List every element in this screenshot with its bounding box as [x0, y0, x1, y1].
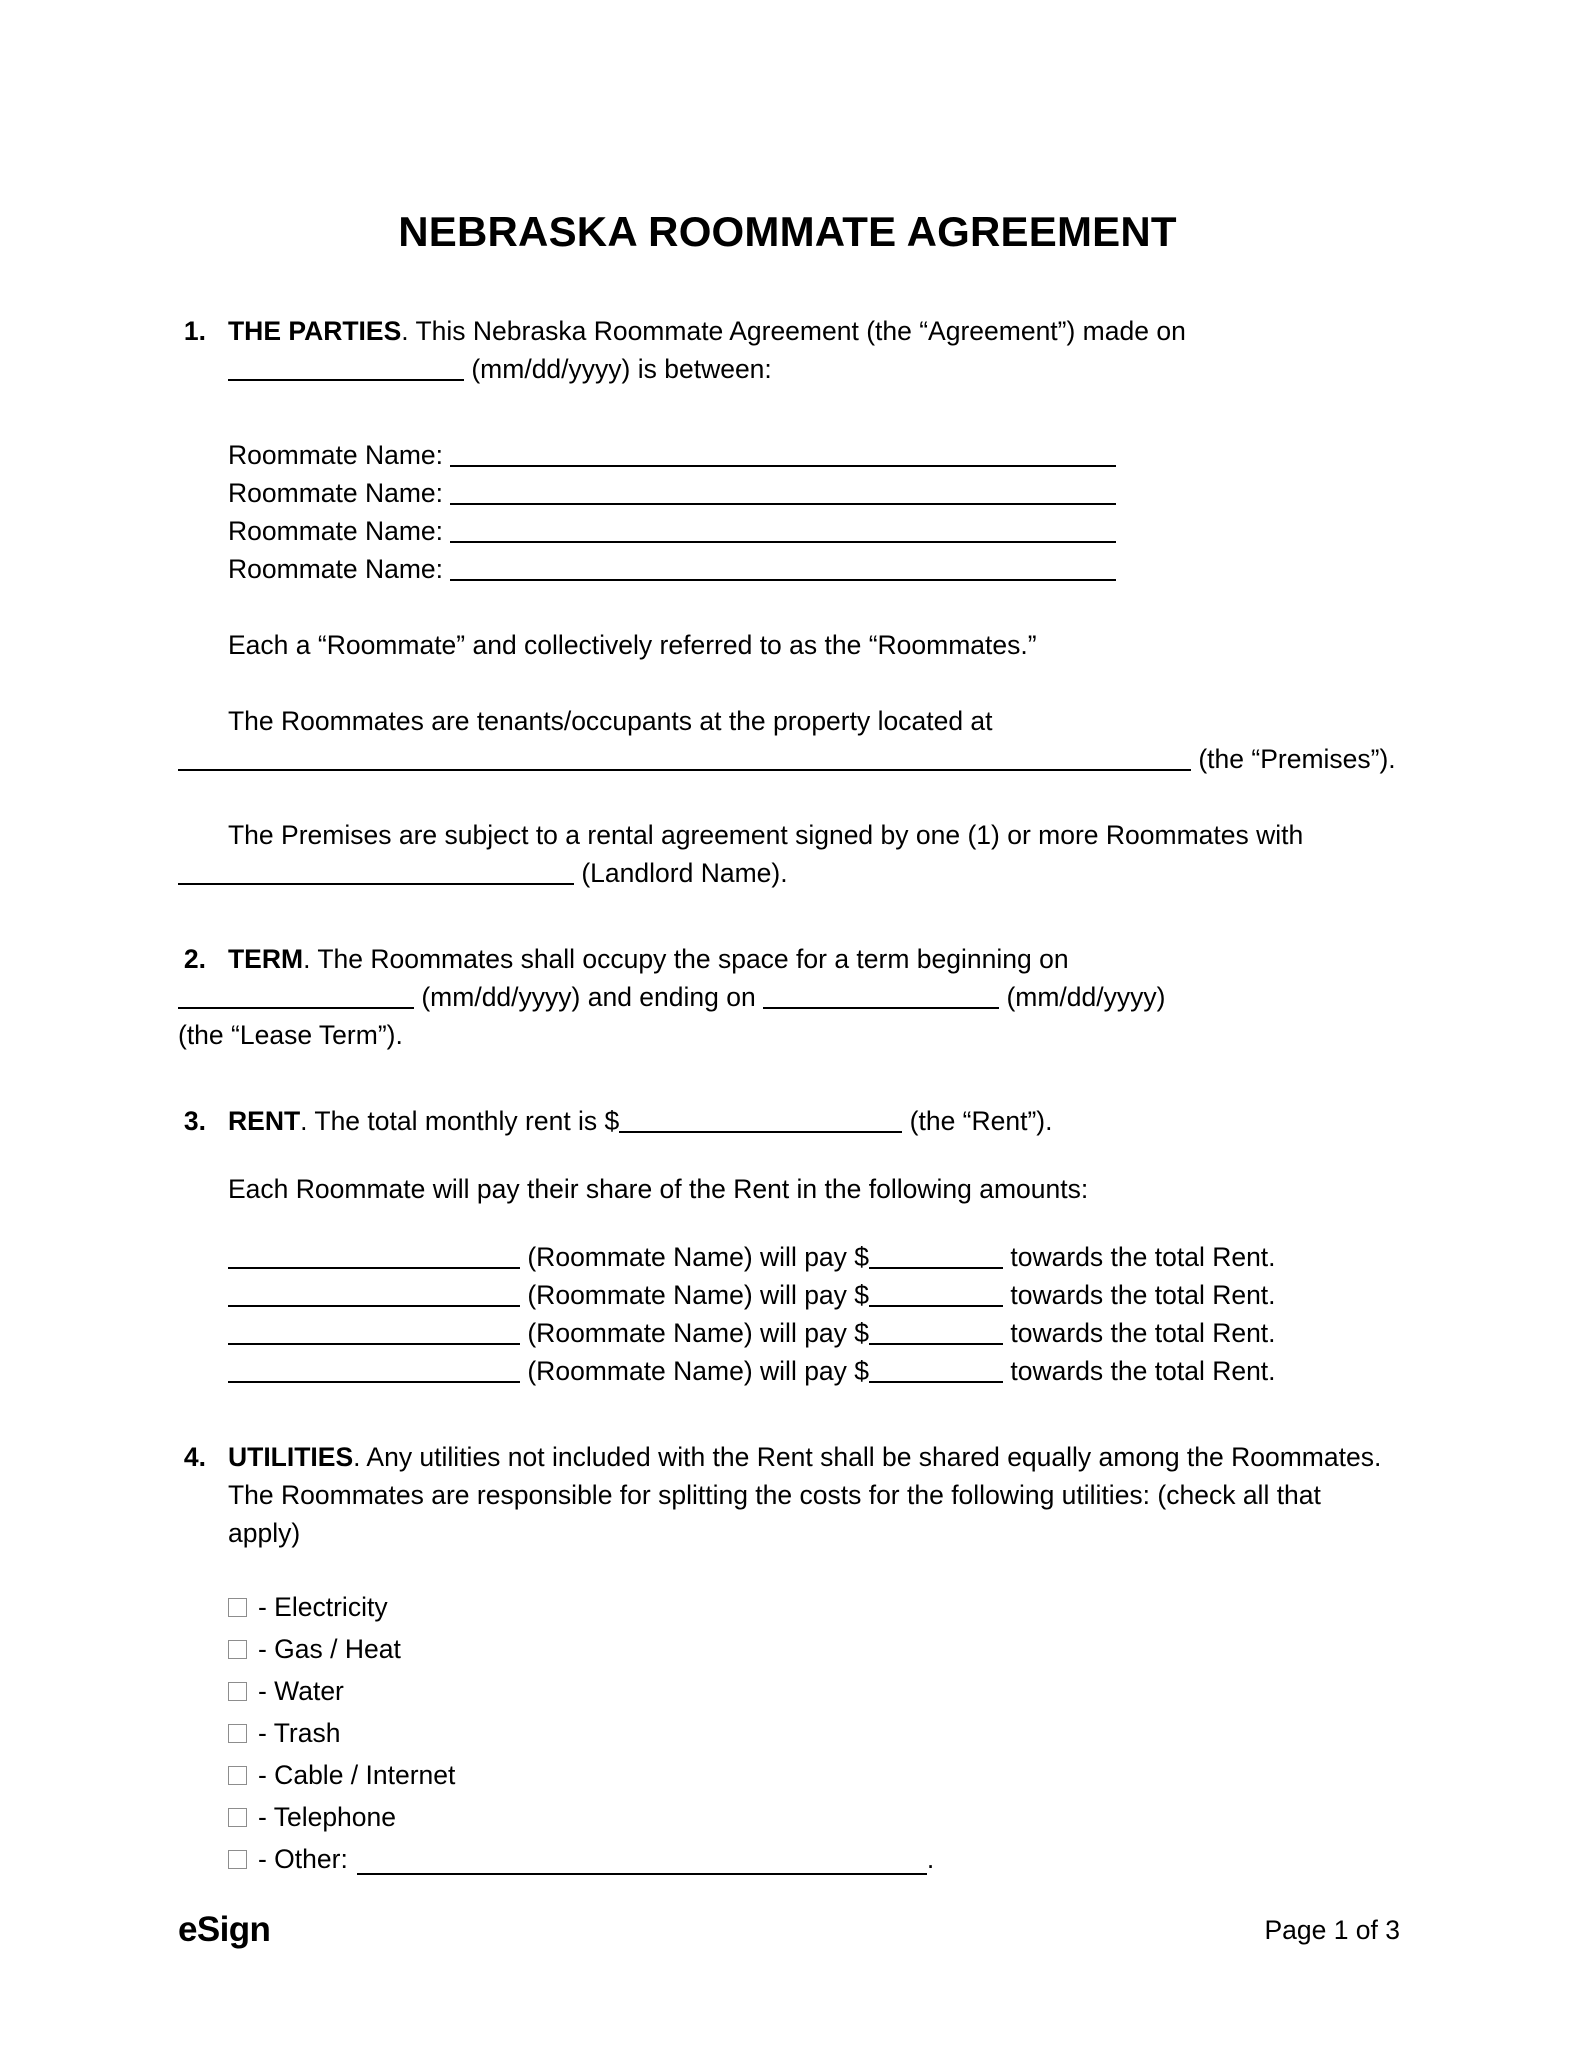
other-utility-blank[interactable] [357, 1846, 927, 1875]
rent-share-row [228, 1238, 1400, 1276]
page-footer [178, 1912, 1400, 1947]
roommate-name-label: Roommate Name: [228, 478, 444, 508]
premises-paragraph [228, 702, 1400, 740]
checkbox-icon[interactable] [228, 1598, 247, 1617]
clause-body-2 [228, 940, 1400, 978]
spacer [178, 388, 1400, 436]
roommate-name-blank-1[interactable] [450, 438, 1116, 467]
rent-share-mid-text: (Roommate Name) will pay $ [520, 1318, 870, 1348]
utility-label: - Other: [258, 1844, 348, 1874]
utility-label: - Telephone [258, 1802, 397, 1832]
rent-share-name-blank-1[interactable] [228, 1240, 520, 1269]
checkbox-icon[interactable] [228, 1850, 247, 1869]
esign-logo: eSign [178, 1910, 271, 1949]
spacer [178, 892, 1400, 940]
rental-agreement-paragraph: The Premises are subject to a rental agreement signed by one (1) or more Roommates with [228, 820, 1304, 850]
roommate-name-list [228, 436, 1400, 588]
term-intro-text: . The Roommates shall occupy the space for a term beginning on [303, 944, 1069, 974]
clause-number-4: 4. [183, 1442, 206, 1472]
clause-heading-rent: RENT [228, 1106, 301, 1136]
term-start-date-blank[interactable] [178, 980, 414, 1009]
utility-label: - Electricity [258, 1592, 388, 1622]
roommate-name-row [228, 512, 1400, 550]
total-monthly-rent-blank[interactable] [619, 1104, 902, 1133]
landlord-name-blank[interactable] [178, 856, 574, 885]
rent-share-tail-text: towards the total Rent. [1003, 1280, 1276, 1310]
utility-option-other[interactable] [228, 1838, 1400, 1880]
utility-label: - Water [258, 1676, 344, 1706]
utility-label: - Trash [258, 1718, 341, 1748]
roommate-name-row [228, 550, 1400, 588]
rent-share-mid-text: (Roommate Name) will pay $ [520, 1242, 870, 1272]
landlord-name-note: (Landlord Name). [574, 858, 788, 888]
utilities-intro-text: . Any utilities not included with the Rent shall be shared equally among the Roommates. The Roommates are responsible for splitting the costs for the following utilities: (check all that apply) [228, 1442, 1382, 1548]
premises-address-blank[interactable] [178, 742, 1191, 771]
rent-share-list [228, 1238, 1400, 1390]
premises-intro-text: The Roommates are tenants/occupants at the property located at [228, 706, 993, 736]
rent-intro-text: . The total monthly rent is $ [300, 1106, 620, 1136]
utility-label: - Cable / Internet [258, 1760, 456, 1790]
clause-number-1: 1. [183, 316, 206, 346]
rent-share-row [228, 1352, 1400, 1390]
spacer [178, 664, 1400, 702]
utility-label: - Gas / Heat [258, 1634, 401, 1664]
checkbox-icon[interactable] [228, 1682, 247, 1701]
term-end-date-blank[interactable] [763, 980, 999, 1009]
roommate-name-blank-3[interactable] [450, 514, 1116, 543]
term-start-format-note: (mm/dd/yyyy) and ending on [414, 982, 764, 1012]
spacer [178, 1208, 1400, 1238]
spacer [178, 1140, 1400, 1170]
spacer [178, 1054, 1400, 1102]
utility-option-trash[interactable] [228, 1712, 1400, 1754]
spacer [178, 778, 1400, 816]
clause-heading-term: TERM [228, 944, 304, 974]
term-dates-line [178, 978, 1400, 1016]
rent-share-intro: Each Roommate will pay their share of the Rent in the following amounts: [228, 1174, 1089, 1204]
checkbox-icon[interactable] [228, 1724, 247, 1743]
premises-address-line [178, 740, 1400, 778]
checkbox-icon[interactable] [228, 1808, 247, 1827]
agreement-date-format-note: (mm/dd/yyyy) is between: [464, 354, 772, 384]
rent-defined-term: (the “Rent”). [902, 1106, 1053, 1136]
landlord-name-line [178, 854, 1400, 892]
rent-share-name-blank-3[interactable] [228, 1316, 520, 1345]
roommate-name-label: Roommate Name: [228, 516, 444, 546]
clause-body-1 [228, 312, 1400, 388]
rent-share-mid-text: (Roommate Name) will pay $ [520, 1356, 870, 1386]
rent-share-amount-blank-1[interactable] [869, 1240, 1003, 1269]
utilities-checkbox-list [228, 1586, 1400, 1880]
roommate-name-label: Roommate Name: [228, 440, 444, 470]
premises-defined-term: (the “Premises”). [1191, 744, 1396, 774]
rent-share-tail-text: towards the total Rent. [1003, 1242, 1276, 1272]
rent-share-tail-text: towards the total Rent. [1003, 1356, 1276, 1386]
utility-option-gas-heat[interactable] [228, 1628, 1400, 1670]
rent-share-row [228, 1314, 1400, 1352]
clause-rent [178, 1102, 1400, 1140]
utility-option-water[interactable] [228, 1670, 1400, 1712]
roommate-name-row [228, 436, 1400, 474]
clause-the-parties [178, 312, 1400, 388]
clause-number-3: 3. [183, 1106, 206, 1136]
agreement-date-blank[interactable] [228, 352, 464, 381]
parties-intro-text: . This Nebraska Roommate Agreement (the “Agreement”) made on [401, 316, 1186, 346]
document-body [178, 312, 1400, 1880]
term-end-format-note: (mm/dd/yyyy) [999, 982, 1166, 1012]
rent-share-amount-blank-2[interactable] [869, 1278, 1003, 1307]
roommate-name-blank-4[interactable] [450, 552, 1116, 581]
lease-term-defined: (the “Lease Term”). [178, 1020, 403, 1050]
roommate-name-row [228, 474, 1400, 512]
roommate-name-blank-2[interactable] [450, 476, 1116, 505]
checkbox-icon[interactable] [228, 1640, 247, 1659]
clause-utilities [178, 1438, 1400, 1552]
page-number: Page 1 of 3 [1264, 1914, 1400, 1945]
clause-body-4 [228, 1438, 1400, 1552]
other-utility-period: . [926, 1844, 935, 1874]
clause-body-3 [228, 1102, 1400, 1140]
rent-share-row [228, 1276, 1400, 1314]
clause-number-2: 2. [183, 944, 206, 974]
utility-option-telephone[interactable] [228, 1796, 1400, 1838]
clause-term [178, 940, 1400, 978]
checkbox-icon[interactable] [228, 1766, 247, 1785]
clause-heading-utilities: UTILITIES [228, 1442, 354, 1472]
rent-share-amount-blank-4[interactable] [869, 1354, 1003, 1383]
roommate-name-label: Roommate Name: [228, 554, 444, 584]
spacer [178, 1390, 1400, 1438]
rent-share-name-blank-2[interactable] [228, 1278, 520, 1307]
rent-share-amount-blank-3[interactable] [869, 1316, 1003, 1345]
rent-share-mid-text: (Roommate Name) will pay $ [520, 1280, 870, 1310]
spacer [178, 588, 1400, 626]
rent-share-name-blank-4[interactable] [228, 1354, 520, 1383]
utility-option-cable-internet[interactable] [228, 1754, 1400, 1796]
each-roommate-paragraph: Each a “Roommate” and collectively referred to as the “Roommates.” [228, 630, 1037, 660]
clause-heading-the-parties: THE PARTIES [228, 316, 402, 346]
rent-share-tail-text: towards the total Rent. [1003, 1318, 1276, 1348]
utility-option-electricity[interactable] [228, 1586, 1400, 1628]
page-title: NEBRASKA ROOMMATE AGREEMENT [398, 208, 1177, 256]
